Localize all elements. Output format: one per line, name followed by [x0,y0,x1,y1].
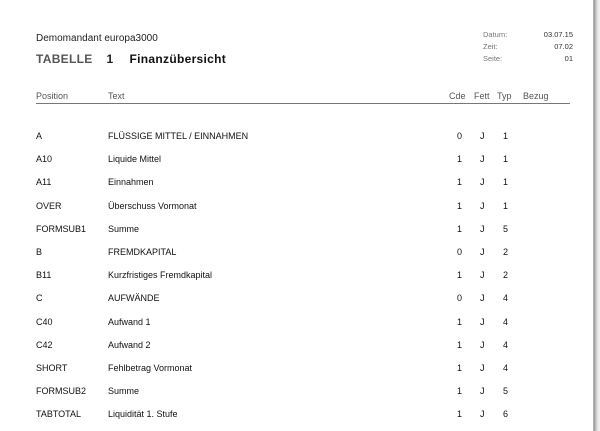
column-header-position: Position [36,91,69,101]
cell-cde: 1 [457,200,463,211]
page-shadow [594,0,600,431]
column-header-typ: Typ [497,91,512,101]
cell-position: OVER [36,200,62,211]
report-meta [483,30,573,66]
cell-typ: 1 [503,131,509,141]
cell-cde: 1 [457,316,463,327]
cell-position: C40 [36,316,53,327]
cell-cde: 1 [457,223,463,234]
table-row [0,386,594,400]
cell-text: Fehlbetrag Vormonat [108,363,193,373]
cell-cde: 1 [457,363,463,373]
report-title [36,52,226,66]
cell-cde: 0 [457,131,463,141]
cell-typ: 6 [503,409,509,420]
cell-cde: 0 [457,293,463,304]
cell-typ: 4 [503,339,509,350]
cell-fett: J [480,131,485,141]
cell-typ: 5 [503,386,509,397]
cell-fett: J [480,386,485,397]
cell-fett: J [480,177,485,188]
cell-text: Kurzfristiges Fremdkapital [108,270,213,281]
cell-position: A10 [36,154,53,165]
meta-page [483,54,573,66]
cell-typ: 1 [503,177,509,188]
cell-position: FORMSUB2 [36,386,87,397]
table-row [0,247,594,261]
cell-position: FORMSUB1 [36,223,87,234]
table-row [0,224,594,238]
cell-cde: 1 [457,386,463,397]
cell-fett: J [480,363,485,373]
cell-cde: 0 [457,247,463,257]
cell-cde: 1 [457,154,463,165]
column-header-fett: Fett [474,91,490,101]
cell-text: FLÜSSIGE MITTEL / EINNAHMEN [108,131,249,141]
cell-cde: 1 [457,177,463,188]
cell-cde: 1 [457,339,463,350]
cell-cde: 1 [457,409,463,420]
cell-text: Aufwand 1 [108,316,151,327]
meta-page-label: Seite: [483,54,503,63]
cell-text: AUFWÄNDE [108,293,160,304]
table-row [0,270,594,284]
cell-position: TABTOTAL [36,409,82,420]
cell-fett: J [480,200,485,211]
column-header-text: Text [108,91,125,101]
table-row [0,409,594,423]
table-row [0,340,594,354]
cell-fett: J [480,339,485,350]
table-row [0,201,594,215]
cell-position: B11 [36,270,52,281]
cell-position: B [36,247,43,257]
table-number: 1 [106,52,114,66]
company-name: Demomandant europa3000 [36,33,158,44]
cell-fett: J [480,154,485,165]
cell-text: Summe [108,386,140,397]
cell-cde: 1 [457,270,463,281]
cell-text: Summe [108,223,140,234]
cell-typ: 4 [503,293,509,304]
meta-date-value: 03.07.15 [543,30,573,39]
cell-typ: 4 [503,316,509,327]
cell-typ: 5 [503,223,509,234]
cell-position: C42 [36,339,53,350]
cell-text: Einnahmen [108,177,154,188]
cell-typ: 2 [503,270,509,281]
cell-text: Liquide Mittel [108,154,162,165]
cell-typ: 2 [503,247,509,257]
cell-typ: 1 [503,200,509,211]
header-divider [36,103,570,104]
meta-date-label: Datum: [483,30,508,39]
cell-text: Liquidität 1. Stufe [108,409,178,420]
cell-fett: J [480,270,485,281]
cell-text: Aufwand 2 [108,339,151,350]
column-header-bezug: Bezug [523,91,549,101]
column-header-cde: Cde [449,91,466,101]
cell-typ: 1 [503,154,509,165]
table-word: TABELLE [36,52,93,66]
meta-time-label: Zeit: [483,42,498,51]
table-row [0,177,594,191]
meta-time [483,42,573,54]
cell-fett: J [480,293,485,304]
table-row [0,317,594,331]
table-row [0,131,594,145]
cell-position: SHORT [36,363,68,373]
cell-typ: 4 [503,363,509,373]
cell-position: A [36,131,43,141]
cell-text: Überschuss Vormonat [108,200,197,211]
table-row [0,293,594,307]
cell-position: A11 [36,177,52,188]
cell-position: C [36,293,43,304]
meta-date [483,30,573,42]
cell-fett: J [480,316,485,327]
cell-fett: J [480,247,485,257]
table-name: Finanzübersicht [129,52,227,66]
cell-text: FREMDKAPITAL [108,247,177,257]
cell-fett: J [480,223,485,234]
meta-page-value: 01 [564,54,573,63]
table-row [0,154,594,168]
meta-time-value: 07.02 [554,42,573,51]
cell-fett: J [480,409,485,420]
table-row [0,363,594,377]
